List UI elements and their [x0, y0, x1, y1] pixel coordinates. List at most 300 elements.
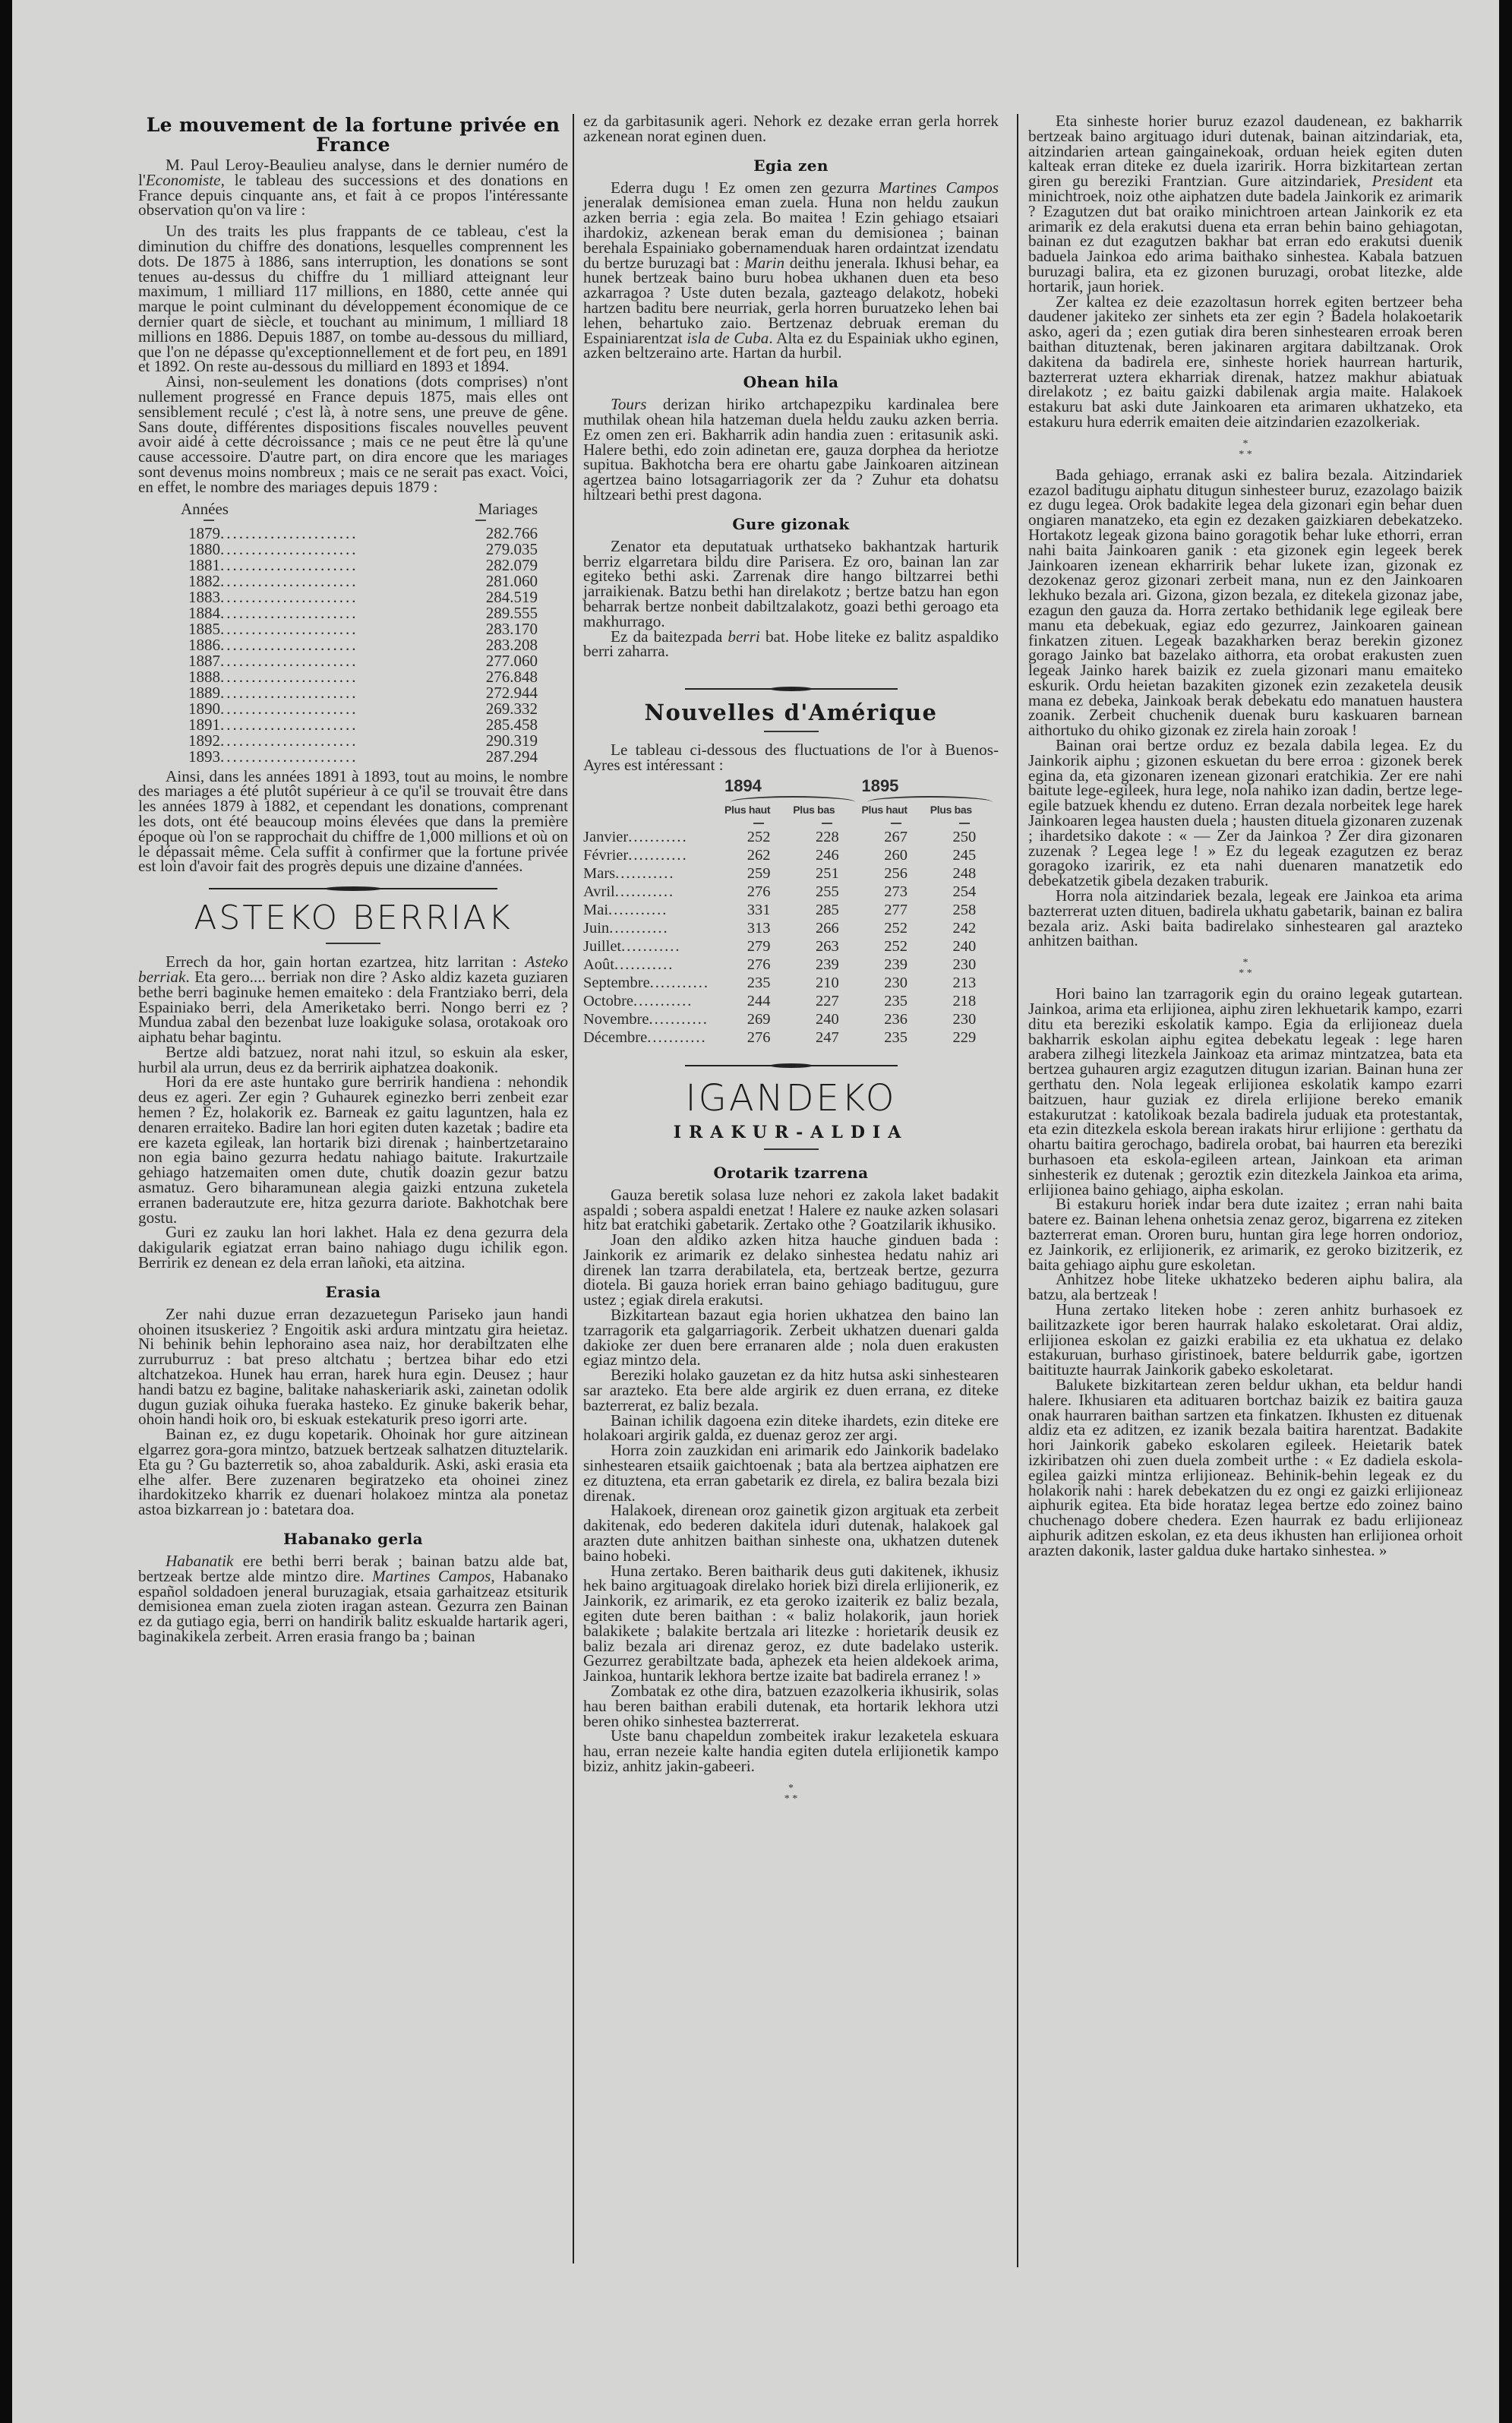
- paragraph: Hori baino lan tzarragorik egin du oraino legeak gutartean. Jainkoa, arima eta erlijionea, aiphu ziren lekhuetarik kampo, ezarri ditu eta bereziki eskolatik kampo. Egia da erlijioneaz duela bakharrik eskolan aiphu egitea debekatu legeak : lege haren arabera zilhegi litezkela Jainkoaz eta arimaz mintzatzea, bata eta bertzea guhauren argiz ezagutzen ditugun izarian. Bainan huna zer gerthatu den. Nola legeak erlijionea eskolatik kampo ezarri baitzuen, haur guziak ez direla erlijione bereko emanik estakurutzat : katolikoak bezala badirela juduak eta protestantak, eta ezin ditezkela eskola berean irakats hirur erlijione : gerthatu da ohartu baitira gerochago, badirela orobat, bai haurren eta bereziki burhasoen eta eskola-egileen artean, Jainkoan eta ariman sinhesterik ez dutenak ; geroztik ezin ditezkela Jainkoa eta arima, erlijionea baino gehiago, aipha eskolan.: [1028, 984, 1463, 1199]
- table-row: [138, 589, 568, 605]
- paragraph: Bada gehiago, erranak aski ez balira bezala. Aitzindariek ezazol baditugu aiphatu ditugun sinhesteer buruz, ezazolago baizik ez dugu legea. Orok badakite legea dela gizonari egin behar duen ongiaren manatzeko, eta egin ez dezaken gaizkiaren debekatzeko. Hortakotz legeak gizona baino goragotik behar luke ethorri, erran nahi baita Jainkoaren ganik : eta gizonek egin legeek berek Jainkoaren izenean ekharririk behar lukete izan, gizonak ez dezokenaz geroz gizonari zerbeit mana, nun ez den Jainkoaren lekhuko bezala ari. Gizona, gizon bezala, ez ditekela gizonaz jabe, ezagun den gauza da. Horra zertako bethidanik lege egileak bere manu eta debekuak, egiaz edo gezurrez, Jainkoaren gainean finkatzen zituen. Legeak bazakharken beraz berekin gizonez gorago Jainko bat bazelako aithorra, eta orobat erakusten zuen legeak Jainko harek baizik ez zuela gizonari manu emaiteko eskurik. Ordu heietan bazakiten gizonek ezin zezaketela deusik mana ez debeka, Jainkoak berak debekatu edo manatuen haustera zoanik. Zerbeit chuchenik duenak buru kaskuaren barnean aithortuko du ohiko gizonak ez zirela hain zoroak !: [1028, 465, 1463, 740]
- marriages-value: 283.208: [485, 635, 538, 654]
- table-row: [583, 901, 999, 919]
- month-cell: [583, 883, 724, 901]
- paragraph: Halakoek, direnean oroz gainetik gizon argituak eta zerbeit dakitenak, edo bederen dakitela iduri dutenak, halakoek gal arazten dute anhitzen baithan sinheste ona, ukhatzen dutenek baino hobeki.: [583, 1501, 999, 1565]
- year-leader: [188, 542, 422, 558]
- month-leader: [583, 956, 724, 974]
- header-dash: [204, 520, 214, 521]
- gold-fluctuation-table: [583, 776, 999, 1047]
- article-gure-gizonak: [583, 515, 999, 659]
- month-cell: [583, 919, 724, 937]
- table-row: [138, 701, 568, 717]
- italic-text: Marin: [744, 253, 785, 272]
- article-title: Gure gizonak: [732, 514, 850, 533]
- gold-value-cell: 252: [747, 828, 771, 845]
- leader-dots: ......................: [220, 652, 358, 669]
- year-header: [861, 776, 999, 802]
- paragraph: Balukete bizkitartean zeren beldur ukhan, eta beldur handi halere. Ikhusiaren eta adituaren bortchaz baizik ez baitira gauza onak haurraren baithan sartzen eta finkatzen. Ikhusten ez dituenak aldiz eta ez aditzen, ez izanik bezala baitira harentzat. Badakite hori Jainkorik gabeko eskolaren egileek. Heietarik batek izkiribatzen ohi zuen duela zombeit urthe : « Ez dadiela eskola-egilea gaizki mintza erlijioneaz. Behinik-behin legeak ez du holakorik nahi : harek debekatzen du ez ongi ez gaizki erlijioneaz aiphurik egitea. Eta bide horataz legea bertze edo zoinez baino chuchenago dobere chedera. Ezen haurrak ez badu erlijioneaz aiphurik aditzen eskolan, ez eta deus ikhusten han erlijionea orhoit arazten dakonik, laster galdua duke hartako sinhestea. »: [1028, 1375, 1463, 1559]
- year-leader: [188, 749, 422, 765]
- leader-dots: ......................: [220, 684, 358, 701]
- month-label: Avril: [583, 883, 615, 900]
- paragraph: Joan den aldiko azken hitza hauche ginduen bada : Jainkorik ez arimarik ez delako sinhestea hedatu nahiz ari direnek lan tzarra derabilatela, eta, bertzeak bertze, gezurra diotela. Bi gauza horiek erran baino gehiago badituguu, gure ustez ; egiak direla erakutsi.: [583, 1230, 999, 1309]
- paragraph: [138, 1554, 568, 1644]
- leader-dots: ......................: [220, 557, 358, 573]
- leader-dots: ...........: [647, 1028, 707, 1046]
- text: bat. Hobe liteke ez balitz aspaldiko berri zaharra.: [583, 627, 999, 661]
- header-spacer: [583, 817, 724, 828]
- gold-value-cell: 269: [747, 1010, 771, 1028]
- gold-value-cell: 230: [952, 1010, 977, 1028]
- gold-value-cell: 240: [952, 937, 977, 955]
- gold-value-cell: 251: [815, 864, 839, 882]
- table-row: [138, 542, 568, 558]
- section-title: ASTEKO BERRIAK: [194, 899, 513, 938]
- section-title: Nouvelles d'Amérique: [644, 700, 938, 726]
- year-cell: [138, 701, 422, 717]
- marriages-value: 289.555: [485, 603, 538, 622]
- year-value: 1891: [188, 716, 220, 733]
- paragraph: Le tableau ci-dessous des fluctuations de l'or à Buenos-Ayres est intéressant :: [583, 741, 999, 774]
- paragraph: [138, 158, 568, 218]
- subheader: Plus haut: [724, 803, 771, 816]
- leader-dots: ......................: [220, 700, 358, 717]
- marriages-value: 283.170: [485, 619, 538, 638]
- table-row: [583, 846, 999, 864]
- text: M. Paul Leroy-Beaulieu analyse, dans le dernier numéro de l': [138, 156, 568, 189]
- paragraph: Un des traits les plus frappants de ce tableau, c'est la diminution du chiffre des donations, lesquelles comprennent les dots. De 1875 à 1886, sans interruption, les donations se sont tenues au-dessus du chiffre du 1 milliard atteignant leur maximum, 1 milliard 117 millions, en 1880, cette année qui marque le point culminant du développement économique de ce dernier quart de siècle, et touchant au minimum, 1 milliard 18 millions en 1886. Depuis 1887, on tombe au-dessous du milliard, que l'on ne dépasse qu'exceptionnellement et de fort peu, en 1891 et 1892. On reste au-dessous du milliard en 1893 et 1894.: [138, 222, 568, 376]
- paragraph: Gauza beretik solasa luze nehori ez zakola laket badakit aspaldi ; sobera aspaldi enetzat ! Halere ez nauke azken solasari hitz bat eratchiki gabetarik. Zertako othe ? Goatzilarik ikhusiko.: [583, 1185, 999, 1234]
- gold-value-cell: 262: [747, 846, 771, 864]
- italic-text: Martines Campos: [372, 1566, 491, 1585]
- paragraph: [1028, 114, 1463, 295]
- month-cell: [583, 974, 724, 992]
- asterism-ornament: * * *: [1239, 957, 1252, 980]
- column-rule-2: [1017, 114, 1018, 2267]
- month-leader: [583, 992, 724, 1010]
- gold-value-cell: 218: [952, 992, 977, 1009]
- section-title: IGANDEKO: [685, 1076, 897, 1120]
- gold-value-cell: 210: [815, 974, 839, 991]
- gold-value-cell: 227: [815, 992, 839, 1009]
- leader-dots: ...........: [614, 883, 675, 900]
- month-leader: [583, 937, 724, 956]
- table-row: [138, 558, 568, 573]
- italic-text: isla de Cuba: [687, 328, 769, 347]
- gold-value-cell: 258: [952, 901, 977, 918]
- month-leader: [583, 1028, 724, 1047]
- gold-value-cell: 331: [747, 901, 771, 918]
- marriages-value: 284.519: [485, 587, 538, 606]
- month-label: Octobre: [583, 992, 634, 1009]
- paragraph: Ainsi, dans les années 1891 à 1893, tout au moins, le nombre des mariages a été plutôt supérieur à ce qu'il se trouvait être dans les années 1879 à 1882, et cependant les donations, comprenant les dots, ont été beaucoup moins élevées que dans la première époque où l'on se rapprochait du chiffre de 1,000 millions et où on le dépassait même. Cela suffit à confirmer que la fortune privée est loin d'avoir fait des progrès depuis une dizaine d'années.: [138, 766, 568, 876]
- leader-dots: ...........: [609, 919, 669, 937]
- month-label: Décembre: [583, 1028, 648, 1046]
- paragraph: [583, 178, 999, 362]
- col-header-marriages: [422, 500, 568, 526]
- year-cell: [138, 733, 422, 749]
- marriages-value: 282.766: [485, 523, 538, 542]
- text: . Eta gero.... berriak non dire ? Asko aldiz kazeta guziaren bethe berri baginuke hemen emaiteko : dela Frantziako berri, dela Espainiako berri, dela Ameriketako berri. Nongo berri ez ? Mundua zabal den bezenbat luze loakiguke solasa, orotakoak oro aiphatu behar bagintu.: [138, 967, 568, 1047]
- leader-dots: ......................: [220, 605, 358, 621]
- text: , le tableau des successions et des donations en France depuis cinquante ans, et fait à ce propos l'intéressante observation qu'on va lire :: [138, 170, 568, 220]
- table-row: [583, 883, 999, 901]
- paragraph: Anhitzez hobe liteke ukhatzeko bederen aiphu balira, ala batzu, ala bertzeak !: [1028, 1270, 1463, 1304]
- year-cell: [138, 749, 422, 765]
- gold-value-cell: 235: [747, 974, 771, 991]
- month-leader: [583, 846, 724, 864]
- column-rule-1: [573, 114, 574, 2263]
- table-row: [138, 526, 568, 542]
- gold-value-cell: 239: [815, 956, 839, 973]
- gold-value-cell: 247: [815, 1028, 839, 1046]
- year-leader: [188, 717, 422, 733]
- leader-dots: ...........: [621, 937, 681, 955]
- short-rule: [326, 943, 380, 944]
- month-label: Juillet: [583, 937, 622, 955]
- month-cell: [583, 846, 724, 864]
- year-value: 1887: [188, 652, 220, 669]
- gold-value-cell: 248: [952, 864, 977, 882]
- year-cell: [138, 669, 422, 685]
- paragraph: [138, 952, 568, 1047]
- gold-value-cell: 240: [815, 1010, 839, 1028]
- table-row: [138, 669, 568, 685]
- article-title: Egia zen: [753, 156, 829, 175]
- gold-value-cell: 230: [884, 974, 908, 991]
- col-header-years: [138, 500, 422, 526]
- leader-dots: ......................: [220, 589, 358, 605]
- year-header: [724, 776, 862, 802]
- year-label: 1895: [861, 776, 899, 795]
- gold-value-cell: 266: [815, 919, 839, 937]
- text: eta minichtroek, noiz othe aiphatzen dute badela Jainkorik ez arimarik ? Ezagutzen dut bat oraiko minichtroen artean Jainkorik ez eta arimarik ez dela erakutsi duena eta erran behin baino gehiagotan, bainan ez dut ezagutzen bakhar bat erran edo erakutsi duenik baduela Jainkoa edo arima baithako sinhestea. Kabala batzuen buruzagi balira, eta ez gizonen buruzagi, orobat litezke, alde hortarik, jaun horiek.: [1028, 172, 1463, 295]
- gold-value-cell: 252: [884, 937, 908, 955]
- leader-dots: ......................: [220, 716, 358, 733]
- gold-value-cell: 276: [747, 883, 771, 900]
- table-row: [138, 733, 568, 749]
- subheader: Plus bas: [930, 803, 972, 816]
- gold-value-cell: 230: [952, 956, 977, 973]
- gold-value-cell: 254: [952, 883, 977, 900]
- year-cell: [138, 558, 422, 573]
- article-title: Erasia: [325, 1282, 381, 1301]
- year-cell: [138, 653, 422, 669]
- year-label: 1894: [724, 776, 762, 795]
- paragraph: Huna zertako liteken hobe : zeren anhitz burhasoek ez bailitzazkete igor beren haurrak halako eskoletarat. Orai aldiz, erlijionea eskolan ez gaizki erabilia ez eta ukhatua ez delako estakuruan, burhaso giristinoek, batere beldurrik gabe, igortzen baitituzte haurrak Jainkorik gabeko eskoletarat.: [1028, 1300, 1463, 1379]
- year-leader: [188, 573, 422, 589]
- leader-dots: ...........: [649, 974, 710, 991]
- paragraph: Bi estakuru horiek indar bera dute izaitez ; erran nahi baita batere ez. Bainan lehena onhetsia zenaz geroz, bigarrena ez ziteken bazterrerat eman. Ororen buru, huntan gira lege horren ondorioz, ez Jainkorik, ez erlijionerik, ez arimarik, ez geroko bizitzerik, ez baita gehiago aiphu gure eskoletan.: [1028, 1195, 1463, 1274]
- gold-value-cell: 235: [884, 1028, 908, 1046]
- header-dash: [822, 823, 832, 824]
- leader-dots: ...........: [614, 956, 674, 973]
- header-spacer: [583, 802, 724, 817]
- short-rule: [764, 1148, 819, 1150]
- newspaper-page: [12, 0, 1499, 2423]
- month-cell: [583, 901, 724, 919]
- text: ere bethi berri berak ; bainan batzu alde bat, bertzeak bertze alde mintzo dire.: [138, 1552, 568, 1585]
- gold-value-cell: 267: [884, 828, 908, 845]
- year-cell: [138, 717, 422, 733]
- marriages-value: 279.035: [485, 539, 538, 558]
- text: , Habanako español soldadoen jeneral buruzagiak, etsaia garhaitzeaz etsiturik demisionea eman zuela zioten iragan astean. Gezurra zen Bainan ez da gutiago egia, berri on handirik balitz eskualde hartarik ageri, baginakikela zerbeit. Arren erasia frango ba ; bainan: [138, 1566, 568, 1645]
- year-value: 1880: [188, 541, 220, 558]
- month-leader: [583, 883, 724, 901]
- header-dash: [753, 823, 764, 824]
- italic-text: Habanatik: [166, 1552, 234, 1570]
- year-leader: [188, 526, 422, 542]
- year-leader: [188, 589, 422, 605]
- text: jeneralak demisionea eman zuela. Huna non heldu zaukun azken berria : egia zela. Bo maitea ! Ezin gehiago etsaiari ihardokiz, azkenean berak eman du demisionea ; bainan berehala Espainiako gobernamenduak haren ordaintzat izendatu du bertze buruzagi bat :: [583, 193, 999, 272]
- leader-dots: ......................: [220, 668, 358, 685]
- gold-value-cell: 285: [815, 901, 839, 918]
- month-cell: [583, 828, 724, 846]
- ornament-rule: [685, 687, 898, 691]
- table-row: [583, 974, 999, 992]
- leader-dots: ...........: [633, 992, 693, 1009]
- paragraph: Bereziki holako gauzetan ez da hitz hutsa aski sinhestearen sar arazteko. Eta bere alde argirik ez duen errana, ez diteke bazterrerat, ez baliz bezala.: [583, 1366, 999, 1414]
- paragraph: Zer kaltea ez deie ezazoltasun horrek egiten bertzeer beha daudener jakiteko zer sinhets eta zer egin ? Badela holakoetarik asko, ageri da ; ezen gutiak dira beren sinhestearen erroak beren baithan dituztenak, beren jakinaren argitara dabiltzanak. Orok dakitena da badirela ere, sinheste horiek haurrean harturik, bazterrerat uztera ekharriak direnak, hatzez makhur abiatuak direlakotz ; ez baitu gaizki dabilenak argia maite. Halakoek estakuru bat aski dute Jainkoaren eta arimaren ukhatzeko, eta estakuru hura ederrik emaiten deie aitzindarien ezazolkeriak.: [1028, 292, 1463, 431]
- year-value: 1889: [188, 684, 220, 701]
- leader-dots: ......................: [220, 732, 358, 749]
- marriages-value: 287.294: [485, 747, 538, 766]
- table-row: [138, 637, 568, 653]
- marriages-value: 290.319: [485, 731, 538, 750]
- text: . Alta ez du Espainiak ukho eginen, azken beltzeraino arte. Hartan da hurbil.: [583, 328, 999, 362]
- text: Ederra dugu ! Ez omen zen gezurra: [611, 178, 879, 197]
- ornament-rule: [685, 1063, 898, 1068]
- year-value: 1881: [188, 557, 220, 573]
- month-cell: [583, 937, 724, 956]
- marriages-value: 277.060: [485, 651, 538, 670]
- italic-text: Asteko berriak: [138, 952, 568, 986]
- month-label: Février: [583, 846, 629, 864]
- dash-cell: [724, 817, 793, 828]
- subheader: Plus haut: [861, 803, 908, 816]
- subheader: Plus bas: [793, 803, 835, 816]
- table-row: [583, 937, 999, 956]
- month-label: Janvier: [583, 828, 629, 845]
- year-leader: [188, 733, 422, 749]
- month-label: Mai: [583, 901, 609, 918]
- gold-value-cell: 245: [952, 846, 977, 864]
- year-leader: [188, 701, 422, 717]
- gold-value-cell: 260: [884, 846, 908, 864]
- month-cell: [583, 864, 724, 883]
- article-body: [583, 1185, 999, 1775]
- short-rule: [764, 731, 819, 732]
- table-row: [138, 621, 568, 637]
- article-title: Le mouvement de la fortune privée en France: [146, 114, 560, 156]
- marriages-value: 281.060: [485, 571, 538, 590]
- year-value: 1886: [188, 637, 220, 653]
- month-label: Mars: [583, 864, 616, 882]
- ornament-rule: [209, 886, 497, 891]
- article-title: Orotarik tzarrena: [713, 1163, 869, 1182]
- leader-dots: ...........: [649, 1010, 709, 1028]
- gold-value-cell: 255: [815, 883, 839, 900]
- article-asteko-berriak: [138, 899, 568, 1271]
- table-row: [583, 956, 999, 974]
- month-leader: [583, 974, 724, 992]
- year-value: 1884: [188, 605, 220, 621]
- gold-value-cell: 259: [747, 864, 771, 882]
- paragraph: Horra zoin zauzkidan eni arimarik edo Jainkorik badelako sinhestearen etsaiik gaichtoenak ; bata ala bertzea aiphatzen ere ez dituztena, eta erran gabetarik ez direla, ez balira bezala bizi direnak.: [583, 1441, 999, 1505]
- month-leader: [583, 901, 724, 919]
- gold-value-cell: 213: [952, 974, 977, 991]
- brace: [731, 796, 856, 802]
- paragraph: [583, 397, 999, 503]
- table-row: [138, 573, 568, 589]
- article-nouvelles-amerique: [583, 699, 999, 1047]
- table-row: [583, 992, 999, 1010]
- year-value: 1879: [188, 525, 220, 542]
- article-erasia: [138, 1283, 568, 1518]
- leader-dots: ...........: [628, 846, 688, 864]
- paragraph: Horra nola aitzindariek bezala, legeak ere Jainkoa eta arima bazterrerat uzten dituen, badirela ukhatu gabetarik, bainan ez balira bezala ariz. Aski baita badirelako sinhestearen gal arazteko anhitzen baithan.: [1028, 886, 1463, 950]
- gold-value-cell: 279: [747, 937, 771, 955]
- header-dash: [959, 823, 970, 824]
- leader-dots: ...........: [628, 828, 688, 845]
- leader-dots: ......................: [220, 637, 358, 653]
- table-row: [583, 828, 999, 846]
- leader-dots: ......................: [220, 621, 358, 637]
- paragraph: [583, 627, 999, 661]
- year-cell: [138, 637, 422, 653]
- year-cell: [138, 621, 422, 637]
- column-3: [1028, 114, 1463, 1559]
- month-label: Juin: [583, 919, 610, 937]
- paragraph: Huna zertako. Beren baitharik deus guti dakitenek, ikhusiz hek baino argituagoak direlako horiek bizi direla erlijionerik, ez Jainkorik, ez arimarik, ez eta geroko izaiterik ez baliz bezala, egiten dute beren baithan : « baliz holakorik, jaun horiek balakikete ; balakite bertzala ari litezke : horietarik deusik ez baliz bezala ari direnaz geroz, ez dute badelako usterik. Gezurrez gerabiltzate bada, aphezek eta heien aldekoek arima, Jainkoa, huntarik lekhora bertze izaite bat badirela erranez ! »: [583, 1561, 999, 1685]
- paragraph-continued: ez da garbitasunik ageri. Nehork ez dezake erran gerla horrek azkenean norat eginen duen.: [583, 112, 999, 145]
- year-leader: [188, 637, 422, 653]
- table-row: [583, 864, 999, 883]
- year-leader: [188, 605, 422, 621]
- brace: [867, 796, 993, 802]
- table-row: [138, 685, 568, 701]
- year-value: 1893: [188, 748, 220, 765]
- italic-text: berri: [728, 627, 760, 646]
- header-label: Mariages: [478, 499, 538, 518]
- article-egia-zen: [583, 156, 999, 362]
- gold-value-cell: 277: [884, 901, 908, 918]
- leader-dots: ...........: [608, 901, 668, 918]
- year-cell: [138, 573, 422, 589]
- section-subtitle: IRAKUR-ALDIA: [673, 1122, 909, 1142]
- paragraph: Bertze aldi batzuez, norat nahi itzul, so eskuin ala esker, hurbil ala urrun, deus ez da berririk aiphatzea doakonik.: [138, 1042, 568, 1076]
- month-cell: [583, 956, 724, 974]
- article-title: Habanako gerla: [283, 1530, 423, 1548]
- paragraph: Hori da ere aste huntako gure berririk handiena : nehondik deus ez ageri. Zer egin ? Guhaurek eginezko berri zenbeit ezar hemen ? Ez, holakorik ez. Barneak ez gaitu laguntzen, hala ez denaren erraiteko. Badire lan hori egiten duten kazetak ; badire eta ere kazeta egileak, lan hortarik bizi direnak ; hainbertzetaraino non egia baino gezurra hedatu nahiago baitute. Irakurtzaile gehiago hatzemaiten omen dute, chutik doazin gezur batzu asmatuz. Gero biharamunean alegia gaizki entzuna zuketela erranen baderautzute ere, hitza gezurra dariote. Bakhotchak bere gostu.: [138, 1073, 568, 1227]
- leader-dots: ......................: [220, 525, 358, 542]
- paragraph: Zenator eta deputatuak urthatseko bakhantzak harturik berriz elgarretara bildu dire Parisera. Ez oro, bainan lan zar egiteko bethi aski. Zarrenak dire hango biltzarrei bethi jarraikienak. Batzu bethi han direlakotz ; bertze batzu han egon beharrak bertze nonbeit dabiltzalakotz, goazi bethi geroago eta makhurrago.: [583, 536, 999, 630]
- month-leader: [583, 864, 724, 883]
- gold-value-cell: 250: [952, 828, 977, 845]
- text: derizan hiriko artchapezpiku kardinalea bere muthilak ohean hila hatzeman duela heldu zauku azken berria. Ez omen zen eri. Bakharrik adin handia zuen : eritasunik aski. Halere bethi, edo zoin adinetan ere, gauza dorphea da heriotze supitua. Bakhotcha bera ere ohartu gabe Jainkoaren aitzinean agertzea baino lotsagarriagorik zer da ? Zuhur eta dohatsu hiltzeari bethi prest dagona.: [583, 395, 999, 504]
- gold-value-cell: 236: [884, 1010, 908, 1028]
- year-leader: [188, 621, 422, 637]
- paragraph: Zer nahi duzue erran dezazuetegun Pariseko jaun handi ohoinen itsuskeriez ? Engoitik aski ardura mintzatu gira heietaz. Ni behinik behin lephoraino asea naiz, hor derabiltzaten elhe zurruburruz : bat preso altchatu ; bertzea bihar edo etzi altchatzekoa. Hunek hau erran, harek hura egin. Deusez ; haur handi batzu ez bagine, balitake nahaskeriarik aski, zainetan odolik dugun guziak oihuka fueraka hasteko. Ez ginuke bakerik behar, ohoin handi hoik oro, bi eskuak estekaturik preso igorri arte.: [138, 1304, 568, 1429]
- italic-text: President: [1372, 172, 1433, 191]
- year-value: 1890: [188, 700, 220, 717]
- month-leader: [583, 919, 724, 937]
- marriages-value: 285.458: [485, 715, 538, 734]
- paragraph: Uste banu chapeldun zombeitek irakur lezaketela eskuara hau, erran nezeie kalte handia egiten dutela erlijionetik kampo biziz, anhitz jakin-gabeeri.: [583, 1726, 999, 1775]
- paragraph: Bainan ez, ez dugu kopetarik. Ohoinak hor gure aitzinean elgarrez gora-gora mintzo, batzuek bertzeak salhatzen dituztelarik. Eta gu ? Gu bazterretik so, ahoa zabaldurik. Aski, aski erasia eta elhe alfer. Bere zuzenaren begiratzeko eta ohoinei zinez ihardokitzeko kharrik ez duenari holakoez mintza ala ponetaz astoa bizkarrean jo : batetara doa.: [138, 1425, 568, 1519]
- marriages-value: 272.944: [485, 683, 538, 702]
- header-dash: [891, 823, 901, 824]
- article-ohean-hila: [583, 373, 999, 503]
- article-habanako-gerla: [138, 1530, 568, 1644]
- italic-text: Economiste: [145, 170, 221, 189]
- marriages-value: 269.332: [485, 699, 538, 718]
- asterism-ornament: * * *: [1239, 438, 1252, 460]
- gold-value-cell: 246: [815, 846, 839, 864]
- year-leader: [188, 653, 422, 669]
- leader-dots: ......................: [220, 748, 358, 765]
- gold-value-cell: 276: [747, 1028, 771, 1046]
- table-row: [583, 919, 999, 937]
- marriages-table: [138, 500, 568, 765]
- paragraph: Guri ez zauku lan hori lakhet. Hala ez dena gezurra dela dakigularik egiatzat erran baino nahiago dugu ichilik egon. Berririk ez denean ez dela erran lañoki, eta aitzina.: [138, 1223, 568, 1272]
- dash-cell: [861, 817, 930, 828]
- table-row: [138, 749, 568, 765]
- gold-value-cell: 244: [747, 992, 771, 1009]
- table-row: [138, 653, 568, 669]
- column-2: [583, 114, 999, 1812]
- gold-value-cell: 256: [884, 864, 908, 882]
- gold-value-cell: 228: [815, 828, 839, 845]
- asterism-ornament: * * *: [784, 1782, 798, 1805]
- dash-cell: [793, 817, 861, 828]
- article-igandeko-irakur-aldia: [583, 1076, 999, 1805]
- table-row: [583, 1010, 999, 1028]
- article-title: Ohean hila: [743, 373, 839, 392]
- paragraph: Bizkitartean bazaut egia horien ukhatzea den baino lan tzarragorik eta galgarriagorik. Zerbeit ukhatzen duenari galda dakioke zer duen bere erranaren alde ; nola duen erakusten egiaz mintzo dela.: [583, 1306, 999, 1369]
- italic-text: Tours: [611, 395, 647, 414]
- month-leader: [583, 1010, 724, 1028]
- dash-cell: [930, 817, 999, 828]
- text: Ez da baitezpada: [611, 627, 728, 646]
- month-cell: [583, 992, 724, 1010]
- year-value: 1892: [188, 732, 220, 749]
- year-value: 1882: [188, 573, 220, 589]
- year-cell: [138, 605, 422, 621]
- year-cell: [138, 526, 422, 542]
- header-label: Années: [181, 499, 229, 518]
- month-label: Septembre: [583, 974, 650, 991]
- leader-dots: ...........: [615, 864, 675, 882]
- month-leader: [583, 828, 724, 846]
- year-leader: [188, 669, 422, 685]
- gold-value-cell: 252: [884, 919, 908, 937]
- paragraph: Bainan orai bertze orduz ez bezala dabila legea. Ez du Jainkorik aiphu ; gizonen eskuetan du bere erroa : gizonek berek egina da, eta gizonaren izenean gizonari eratchikia. Zer ere nahi baitute lege-egileek, hura lege, nola nahiko izan dadin, bertze lege-egile batzuek khendu ez duteno. Erran dezala norbeitek lege harek Jainkoaren legea hausten duela ; hausten dituela gizonaren zuzenak ; ihardetsiko dakote : « — Zer da Jainkoa ? Zer dira gizonaren zuzenak ? Legea lege ! » Ez du legeak ezagutzen ez beraz goragoko izaririk, ez eta nahi duenaren manatzetik edo debekatzetik gibela dezaken traburik.: [1028, 736, 1463, 890]
- year-value: 1885: [188, 621, 220, 637]
- year-cell: [138, 589, 422, 605]
- text: Errech da hor, gain hortan ezartzea, hitz larritan :: [166, 952, 526, 971]
- gold-value-cell: 235: [884, 992, 908, 1009]
- table-row: [138, 717, 568, 733]
- table-row: [138, 605, 568, 621]
- gold-value-cell: 276: [747, 956, 771, 973]
- header-spacer: [583, 776, 724, 802]
- gold-value-cell: 239: [884, 956, 908, 973]
- month-cell: [583, 1010, 724, 1028]
- italic-text: Martines Campos: [878, 178, 999, 197]
- year-leader: [188, 685, 422, 701]
- year-leader: [188, 558, 422, 573]
